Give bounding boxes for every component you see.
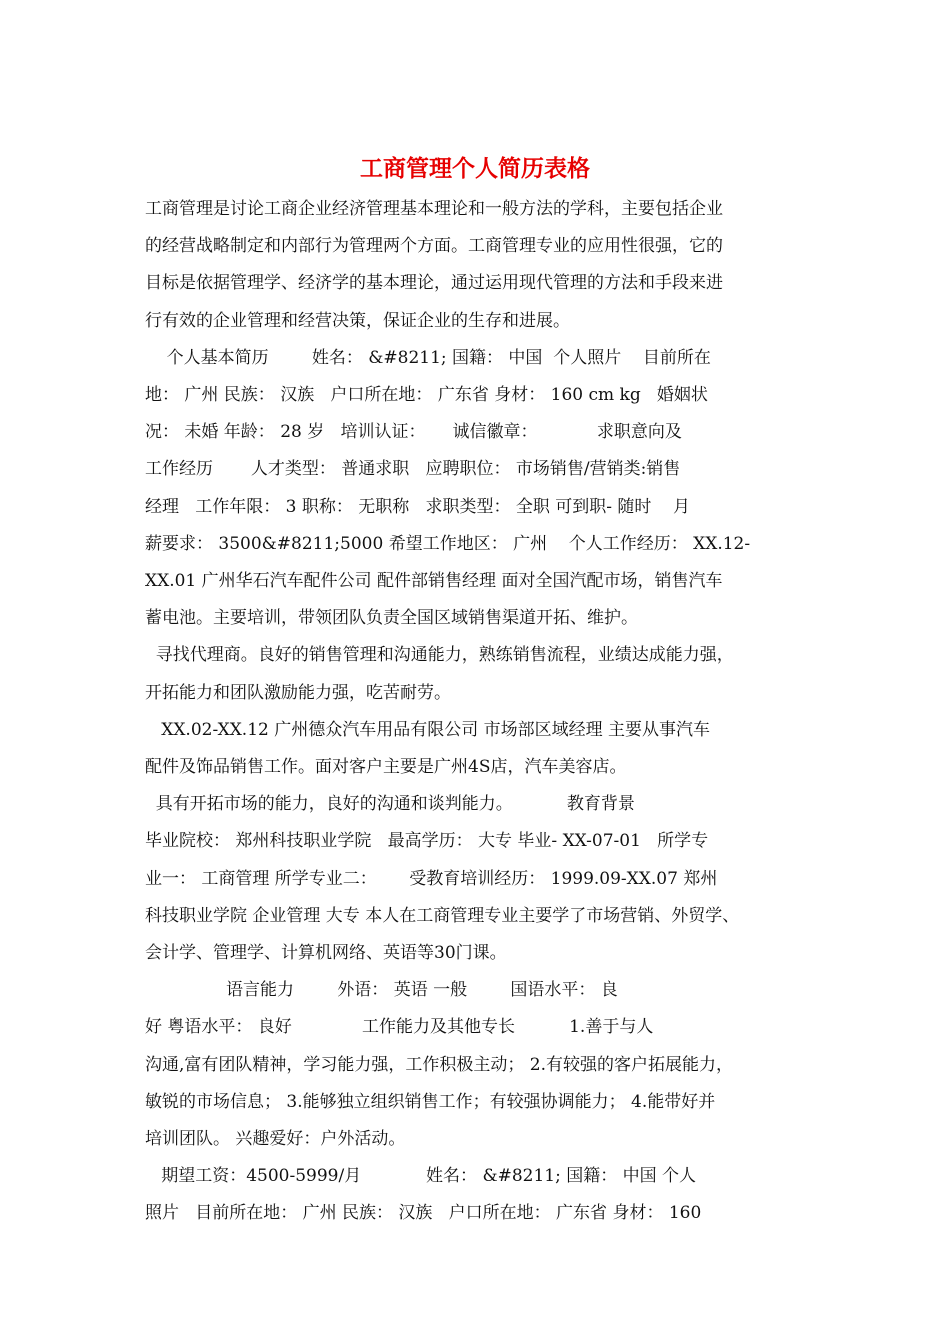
body-line: 沟通,富有团队精神，学习能力强，工作积极主动； 2.有较强的客户拓展能力， — [145, 1055, 734, 1075]
body-line: 薪要求： 3500&#8211;5000 希望工作地区： 广州 个人工作经历： XX.12- — [145, 534, 751, 554]
body-line: 业一： 工商管理 所学专业二： 受教育培训经历： 1999.09-XX.07 郑州 — [145, 869, 718, 889]
body-line: 敏锐的市场信息； 3.能够独立组织销售工作；有较强协调能力； 4.能带好并 — [145, 1092, 716, 1112]
body-line: 寻找代理商。良好的销售管理和沟通能力，熟练销售流程，业绩达成能力强， — [145, 645, 734, 665]
body-line: 目标是依据管理学、经济学的基本理论，通过运用现代管理的方法和手段来进 — [145, 273, 723, 293]
document-title: 工商管理个人简历表格 — [360, 156, 590, 182]
body-line: 经理 工作年限： 3 职称： 无职称 求职类型： 全职 可到职- 随时 月 — [145, 497, 691, 517]
body-line: 蓄电池。主要培训，带领团队负责全国区域销售渠道开拓、维护。 — [145, 608, 638, 628]
body-line: XX.01 广州华石汽车配件公司 配件部销售经理 面对全国汽配市场，销售汽车 — [145, 571, 723, 591]
body-line: 行有效的企业管理和经营决策，保证企业的生存和进展。 — [145, 311, 570, 331]
body-line: 会计学、管理学、计算机网络、英语等30门课。 — [145, 943, 507, 963]
body-line: 的经营战略制定和内部行为管理两个方面。工商管理专业的应用性很强，它的 — [145, 236, 723, 256]
body-line: 开拓能力和团队激励能力强，吃苦耐劳。 — [145, 683, 451, 703]
body-line: 工作经历 人才类型： 普通求职 应聘职位： 市场销售/营销类:销售 — [145, 459, 681, 479]
body-line: 科技职业学院 企业管理 大专 本人在工商管理专业主要学了市场营销、外贸学、 — [145, 906, 740, 926]
body-line: 地： 广州 民族： 汉族 户口所在地： 广东省 身材： 160 cm kg 婚姻状 — [145, 385, 708, 405]
body-line: 好 粤语水平： 良好 工作能力及其他专长 1.善于与人 — [145, 1017, 654, 1037]
body-line: 期望工资：4500-5999/月 姓名： &#8211; 国籍： 中国 个人 — [145, 1166, 697, 1186]
body-line: 配件及饰品销售工作。面对客户主要是广州4S店，汽车美容店。 — [145, 757, 627, 777]
body-line: 语言能力 外语： 英语 一般 国语水平： 良 — [145, 980, 618, 1000]
body-line: 培训团队。 兴趣爱好：户外活动。 — [145, 1129, 406, 1149]
body-line: XX.02-XX.12 广州德众汽车用品有限公司 市场部区域经理 主要从事汽车 — [145, 720, 711, 740]
body-line: 个人基本简历 姓名： &#8211; 国籍： 中国 个人照片 目前所在 — [145, 348, 711, 368]
body-line: 况： 未婚 年龄： 28 岁 培训认证： 诚信徽章： 求职意向及 — [145, 422, 682, 442]
body-line: 毕业院校： 郑州科技职业学院 最高学历： 大专 毕业- XX-07-01 所学专 — [145, 831, 709, 851]
body-line: 具有开拓市场的能力，良好的沟通和谈判能力。 教育背景 — [145, 794, 635, 814]
body-line: 工商管理是讨论工商企业经济管理基本理论和一般方法的学科，主要包括企业 — [145, 199, 723, 219]
body-line: 照片 目前所在地： 广州 民族： 汉族 户口所在地： 广东省 身材： 160 — [145, 1203, 702, 1223]
